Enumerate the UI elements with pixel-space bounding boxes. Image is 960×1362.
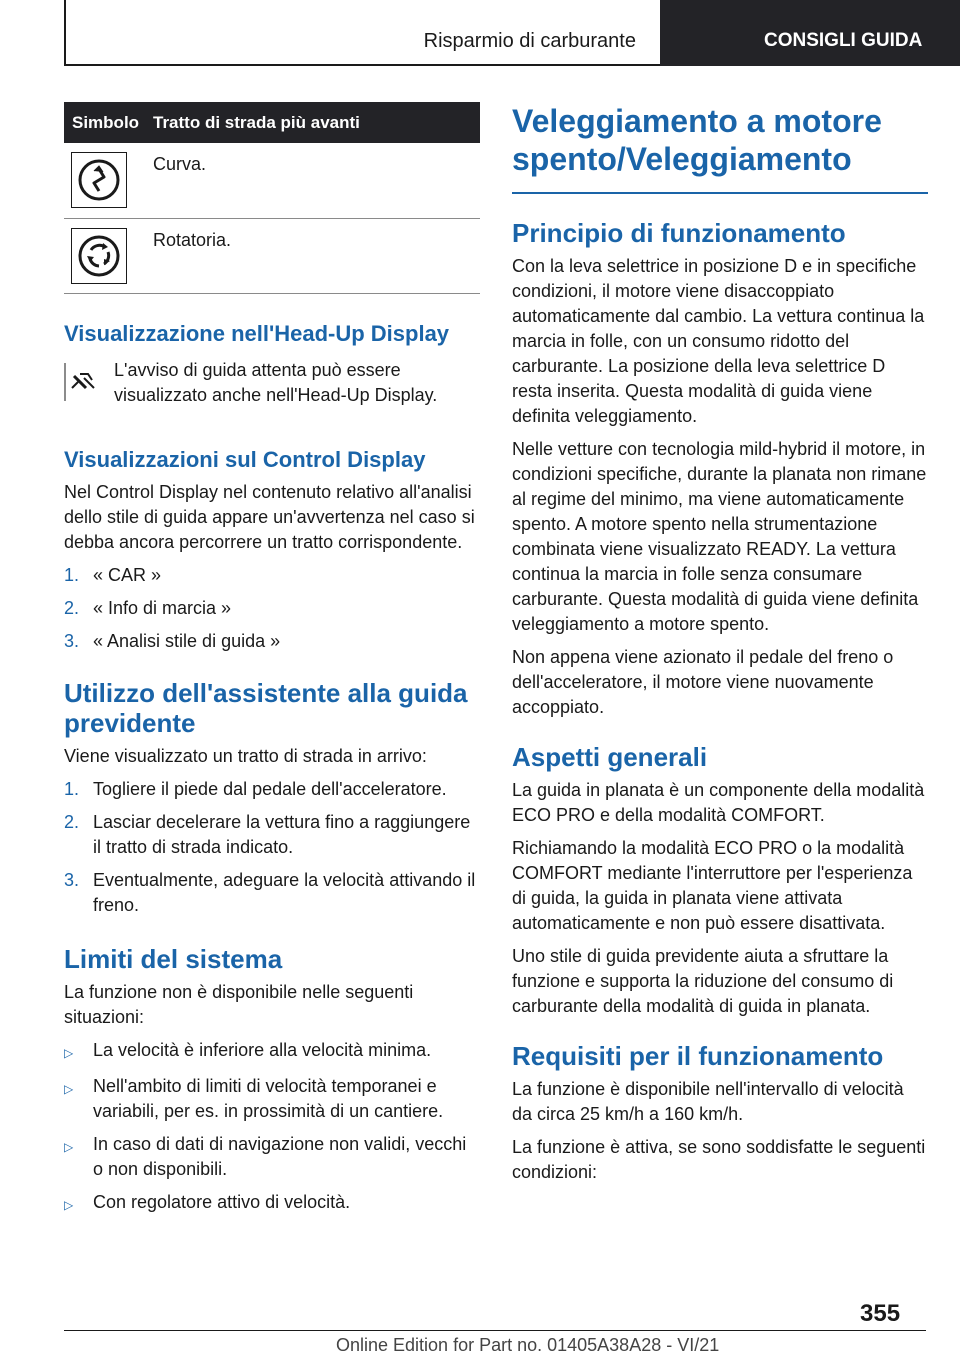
header-left-rule [64,0,66,66]
list-item: 2. « Info di marcia » [64,597,232,618]
control-display-steps [64,563,480,654]
left-column [64,102,480,1218]
principle-title: Principio di funzionamento [512,218,846,248]
general-paragraph-2: Richiamando la modalità ECO PRO o la modalità COMFORT mediante l'interruttore per l'esperienza di guida, la guida in planata viene attivata automaticamente e non può essere disattivata. [512,838,913,933]
general-paragraph-1: La guida in planata è un componente della modalità ECO PRO e della modalità COMFORT. [512,780,925,825]
general-title: Aspetti generali [512,742,708,772]
list-item: 1. « CAR » [64,564,162,585]
list-item: 3. « Analisi stile di guida » [64,630,281,651]
list-item: 1. Togliere il piede dal pedale dell'acceleratore. [64,778,447,799]
list-item: ▷ Nell'ambito di limiti di velocità temporanei e variabili, per es. in prossimità di un cantiere. [64,1074,480,1124]
page-number: 355 [860,1300,901,1327]
list-item: ▷ La velocità è inferiore alla velocità minima. [64,1038,480,1066]
usage-steps [64,777,480,918]
table-cell-label: Curva. [153,143,480,218]
list-item: ▷ Con regolatore attivo di velocità. [64,1190,480,1218]
table-cell-label: Rotatoria. [153,218,480,293]
list-item: 3. Eventualmente, adeguare la velocità attivando il freno. [64,869,476,915]
hud-section-title: Visualizzazione nell'Head-Up Display [64,320,450,346]
table-row [64,143,480,218]
principle-paragraph-1: Con la leva selettrice in posizione D e in specifiche condizioni, il motore viene disaccoppiato automaticamente dal cambio. La vettura continua la marcia in folle, con un consumo ridotto del carburante. La posizione della leva selettrice D resta inserita. Questa modalità di guida viene definita veleggiamento. [512,256,925,426]
requirements-paragraph-2: La funzione è attiva, se sono soddisfatte le seguenti condizioni: [512,1137,926,1182]
usage-section-title: Utilizzo dell'assistente alla guida previdente [64,677,468,738]
limits-list [64,1038,480,1218]
triangle-bullet-icon: ▷ [64,1045,74,1060]
footer-rule [64,1330,926,1331]
header-chapter-tab: CONSIGLI GUIDA [660,0,960,66]
requirements-title: Requisiti per il funzionamento [512,1041,884,1071]
roundabout-icon [71,228,127,284]
right-column [512,102,928,1185]
list-item: ▷ In caso di dati di navigazione non validi, vecchi o non disponibili. [64,1132,480,1182]
triangle-bullet-icon: ▷ [64,1081,74,1096]
curve-road-icon [71,152,127,208]
control-display-text: Nel Control Display nel contenuto relativo all'analisi dello stile di guida appare un'avvertenza nel caso si debba ancora percorrere un tratto corrispondente. [64,481,475,552]
limits-intro: La funzione non è disponibile nelle seguenti situazioni: [64,981,414,1027]
hud-note-text: L'avviso di guida attenta può essere visualizzato anche nell'Head-Up Display. [114,359,438,405]
usage-intro: Viene visualizzato un tratto di strada in arrivo: [64,745,427,766]
requirements-paragraph-1: La funzione è disponibile nell'intervallo di velocità da circa 25 km/h a 160 km/h. [512,1079,904,1124]
principle-paragraph-2: Nelle vetture con tecnologia mild-hybrid il motore, in condizioni specifiche, durante la planata non rimane al regime del minimo, ma viene automaticamente spento. A motore spento nella strumentazione combinata viene visualizzato READY. La vettura continua la marcia in folle senza consumare carburante. Questa modalità di guida viene definita veleggiamento a motore spento. [512,439,927,634]
table-header-row [64,102,480,143]
control-display-title: Visualizzazioni sul Control Display [64,446,426,472]
hud-warning-icon [64,362,104,402]
symbol-table [64,102,480,294]
triangle-bullet-icon: ▷ [64,1139,74,1154]
header-bottom-rule [64,64,660,66]
principle-paragraph-3: Non appena viene azionato il pedale del freno o dell'acceleratore, il motore viene nuovamente accoppiato. [512,647,894,717]
title-rule [512,192,928,194]
hud-note [64,358,480,408]
header-section-title: Risparmio di carburante [423,30,636,52]
table-header-road: Tratto di strada più avanti [153,102,480,143]
general-paragraph-3: Uno stile di guida previdente aiuta a sfruttare la funzione e supporta la riduzione del consumo di carburante della modalità di guida in planata. [512,946,894,1016]
main-section-title: Veleggiamento a motore spento/Veleggiamento [512,103,882,177]
table-header-symbol: Simbolo [64,102,153,143]
limits-section-title: Limiti del sistema [64,943,283,974]
list-item: 2. Lasciar decelerare la vettura fino a raggiungere il tratto di strada indicato. [64,811,471,857]
table-row [64,218,480,293]
triangle-bullet-icon: ▷ [64,1197,74,1212]
footer-edition: Online Edition for Part no. 01405A38A28 - VI/21 [336,1335,720,1355]
